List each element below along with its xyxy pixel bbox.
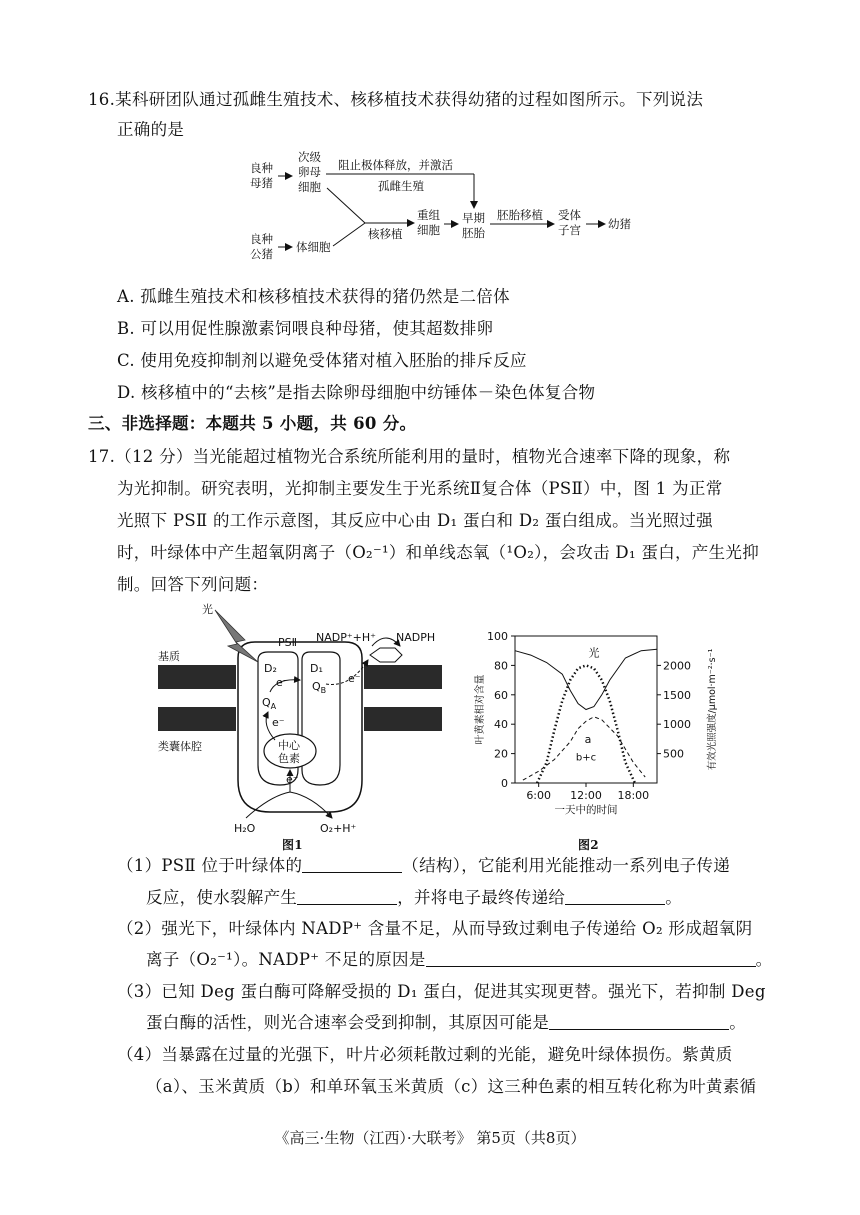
q17-sub4-line2: （a）、玉米黄质（b）和单环氧玉米黄质（c）这三种色素的相互转化称为叶黄素循 bbox=[146, 1077, 757, 1096]
somatic-cell-label: 体细胞 bbox=[296, 240, 331, 254]
membrane-lower-right bbox=[364, 707, 442, 731]
series-line-dotted bbox=[537, 665, 635, 783]
center-pigment-label-1: 中心 bbox=[278, 739, 300, 752]
recombinant-cell-1: 重组 bbox=[417, 208, 440, 222]
series-label-light: 光 bbox=[588, 646, 600, 660]
d2-label: D₂ bbox=[264, 662, 277, 675]
answer-blank-2[interactable] bbox=[297, 888, 397, 905]
embryo-transfer-label: 胚胎移植 bbox=[497, 208, 543, 222]
oxygen-label: O₂+H⁺ bbox=[320, 822, 357, 835]
q16-flow-diagram bbox=[0, 148, 860, 278]
nadph-label: NADPH bbox=[396, 631, 436, 644]
q17-line4: 时，叶绿体中产生超氧阴离子（O₂⁻¹）和单线态氧（¹O₂），会攻击 D₁ 蛋白，产生光抑 bbox=[117, 543, 760, 562]
answer-blank-1[interactable] bbox=[302, 856, 402, 873]
early-embryo-1: 早期 bbox=[462, 211, 485, 225]
q17-line1: 17.（12 分）当光能超过植物光合系统所能利用的量时，植物光合速率下降的现象，称 bbox=[88, 447, 731, 466]
series-label-bc: b+c bbox=[575, 752, 597, 764]
y2-tick-label: 1000 bbox=[663, 718, 691, 732]
q16-option-d: D. 核移植中的“去核”是指去除卵母细胞中纺锤体－染色体复合物 bbox=[117, 383, 596, 402]
q17-sub1b-end: 。 bbox=[665, 888, 683, 907]
qa-label: $Q_A$ bbox=[262, 696, 277, 711]
y2-tick-label: 1500 bbox=[663, 688, 691, 702]
piglet-label: 幼猪 bbox=[608, 217, 631, 231]
page-footer: 《高三·生物（江西）·大联考》 第5页（共8页） bbox=[274, 1129, 586, 1147]
figure-2-chart bbox=[465, 618, 725, 838]
y-tick-label: 80 bbox=[494, 659, 508, 673]
section-3-heading: 三、非选择题：本题共 5 小题，共 60 分。 bbox=[88, 414, 417, 433]
figure-1-psii-diagram bbox=[150, 600, 450, 835]
boar-label-2: 公猪 bbox=[250, 247, 273, 261]
x-tick-label: 18:00 bbox=[617, 789, 650, 802]
q17-sub3b-prefix: 蛋白酶的活性，则光合速率会受到抑制，其原因可能是 bbox=[146, 1013, 550, 1032]
q17-line3: 光照下 PSⅡ 的工作示意图，其反应中心由 D₁ 蛋白和 D₂ 蛋白组成。当光照过强 bbox=[117, 511, 713, 530]
electron-label-2: e⁻ bbox=[272, 716, 285, 729]
q17-sub2-line2 bbox=[146, 946, 772, 970]
q16-option-b: B. 可以用促性腺激素饲喂良种母猪，使其超数排卵 bbox=[117, 319, 494, 338]
membrane-upper-right bbox=[364, 665, 442, 689]
q17-sub3b-end: 。 bbox=[729, 1013, 747, 1032]
q17-line2: 为光抑制。研究表明，光抑制主要发生于光系统Ⅱ复合体（PSⅡ）中，图 1 为正常 bbox=[117, 479, 723, 498]
q17-sub2b-end: 。 bbox=[755, 950, 773, 969]
q17-sub2-line1: （2）强光下，叶绿体内 NADP⁺ 含量不足，从而导致过剩电子传递给 O₂ 形成超氧阴 bbox=[117, 919, 753, 938]
oocyte-label-2: 卵母 bbox=[298, 165, 321, 179]
answer-blank-4[interactable] bbox=[426, 950, 756, 967]
q17-sub1-line2 bbox=[146, 884, 682, 908]
answer-blank-3[interactable] bbox=[565, 888, 665, 905]
y-tick-label: 20 bbox=[494, 747, 508, 761]
psii-label: PSⅡ bbox=[278, 636, 298, 649]
y-tick-label: 60 bbox=[494, 688, 508, 702]
boar-label-1: 良种 bbox=[250, 232, 273, 246]
lumen-label: 类囊体腔 bbox=[158, 740, 202, 753]
electron-label-4: e⁻ bbox=[286, 773, 299, 786]
q17-sub3-line1: （3）已知 Deg 蛋白酶可降解受损的 D₁ 蛋白，促进其实现更替。强光下，若抑制 Deg bbox=[117, 982, 766, 1001]
q17-sub2b-prefix: 离子（O₂⁻¹）。NADP⁺ 不足的原因是 bbox=[146, 950, 426, 969]
water-label: H₂O bbox=[234, 822, 256, 835]
q16-option-a: A. 孤雌生殖技术和核移植技术获得的猪仍然是二倍体 bbox=[117, 287, 510, 306]
figure-2-caption: 图2 bbox=[578, 838, 599, 852]
light-label: 光 bbox=[202, 603, 213, 616]
figure-1-caption: 图1 bbox=[282, 838, 303, 852]
series-line-dashed bbox=[523, 717, 645, 780]
recombinant-cell-2: 细胞 bbox=[417, 223, 440, 237]
sow-label-1: 良种 bbox=[250, 161, 273, 175]
q17-sub1b-prefix: 反应，使水裂解产生 bbox=[146, 888, 298, 907]
sow-label-2: 母猪 bbox=[250, 176, 273, 190]
inhibit-label: 阻止极体释放，并激活 bbox=[338, 158, 453, 172]
y-tick-label: 100 bbox=[487, 630, 508, 643]
nadp-label: NADP⁺+H⁺ bbox=[316, 631, 376, 644]
qb-label: $Q_B$ bbox=[312, 680, 327, 695]
q16-stem-line2: 正确的是 bbox=[117, 120, 185, 139]
nuclear-transfer-label: 核移植 bbox=[368, 227, 403, 241]
membrane-upper-left bbox=[158, 665, 236, 689]
x-tick-label: 6:00 bbox=[526, 789, 552, 802]
d1-label: D₁ bbox=[310, 662, 323, 675]
y2-axis-label: 有效光照强度/μmol·m⁻²·s⁻¹ bbox=[707, 648, 718, 771]
q17-sub4-line1: （4）当暴露在过量的光强下，叶片必须耗散过剩的光能，避免叶绿体损伤。紫黄质 bbox=[117, 1045, 733, 1064]
series-line-solid bbox=[515, 649, 657, 709]
q16-option-c: C. 使用免疫抑制剂以避免受体猪对植入胚胎的排斥反应 bbox=[117, 351, 527, 370]
membrane-lower-left bbox=[158, 707, 236, 731]
q17-sub3-line2 bbox=[146, 1009, 746, 1033]
recipient-uterus-1: 受体 bbox=[558, 208, 581, 222]
q16-stem-line1: 16.某科研团队通过孤雌生殖技术、核移植技术获得幼猪的过程如图所示。下列说法 bbox=[88, 90, 704, 109]
x-axis-label: 一天中的时间 bbox=[554, 804, 618, 816]
y-axis-label: 叶黄素相对含量 bbox=[475, 674, 486, 745]
y2-tick-label: 500 bbox=[663, 747, 684, 761]
y-tick-label: 0 bbox=[501, 777, 508, 790]
answer-blank-5[interactable] bbox=[549, 1013, 729, 1030]
electron-label-3: e⁻ bbox=[348, 672, 361, 685]
psii-complex bbox=[238, 642, 362, 812]
stroma-label: 基质 bbox=[158, 650, 180, 663]
center-pigment-label-2: 色素 bbox=[278, 752, 300, 765]
series-label-a: a bbox=[584, 732, 592, 746]
parthenogenesis-label: 孤雌生殖 bbox=[378, 179, 424, 193]
q17-sub1-line1 bbox=[117, 852, 730, 876]
oocyte-label-3: 细胞 bbox=[298, 180, 321, 194]
q17-line5: 制。回答下列问题： bbox=[117, 575, 269, 594]
oocyte-label-1: 次级 bbox=[298, 150, 321, 164]
q17-sub1-prefix: （1）PSⅡ 位于叶绿体的 bbox=[117, 856, 303, 875]
y-tick-label: 40 bbox=[494, 718, 508, 732]
electron-label-1: e⁻ bbox=[276, 676, 289, 689]
q17-sub1b-middle: ，并将电子最终传递给 bbox=[397, 888, 566, 907]
ferredoxin-shape bbox=[370, 648, 402, 662]
early-embryo-2: 胚胎 bbox=[462, 226, 485, 240]
y2-tick-label: 2000 bbox=[663, 659, 691, 673]
x-tick-label: 12:00 bbox=[570, 789, 602, 802]
recipient-uterus-2: 子宫 bbox=[558, 223, 581, 237]
q17-sub1-middle: （结构），它能利用光能推动一系列电子传递 bbox=[402, 856, 731, 875]
